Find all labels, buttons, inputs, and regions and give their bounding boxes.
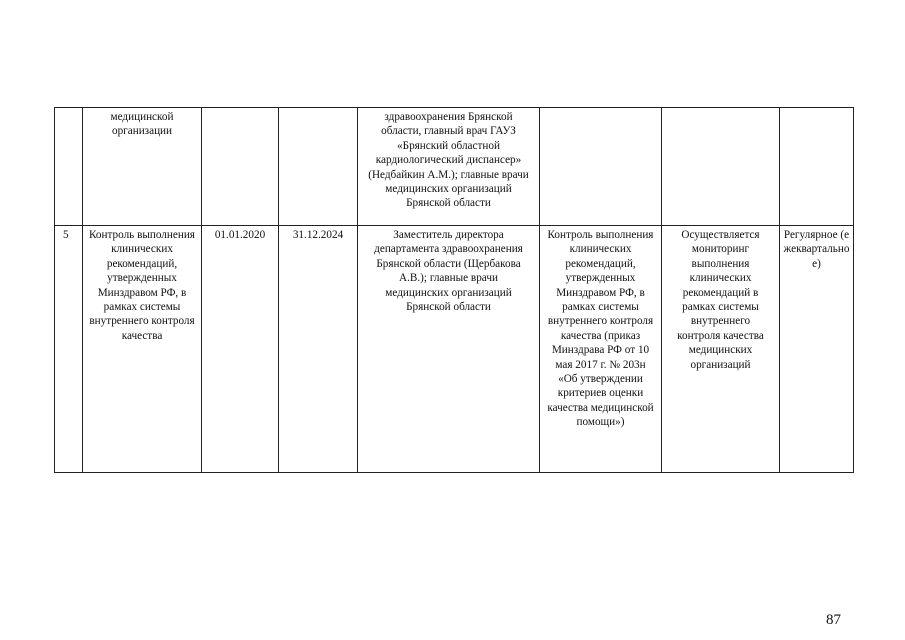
cell-indicator: Осуществляется мониторинг выполнения клинических рекомендаций в рамках системы внутреннего контроля качества медицинских организаций	[662, 226, 780, 473]
cell-end-date	[279, 108, 358, 226]
cell-number	[55, 108, 83, 226]
cell-start-date: 01.01.2020	[202, 226, 279, 473]
cell-responsible: здравоохранения Брянской области, главный врач ГАУЗ «Брянский областной кардиологический диспансер» (Недбайкин А.М.); главные врачи медицинских организаций Брянской области	[358, 108, 540, 226]
cell-event: медицинской организации	[83, 108, 202, 226]
cell-frequency	[780, 108, 854, 226]
cell-start-date	[202, 108, 279, 226]
cell-frequency: Регулярное (ежеквартальное)	[780, 226, 854, 473]
plan-table	[54, 107, 854, 473]
cell-result: Контроль выполнения клинических рекомендаций, утвержденных Минздравом РФ, в рамках системы внутреннего контроля качества (приказ Минздрава РФ от 10 мая 2017 г. № 203н «Об утверждении критериев оценки качества медицинской помощи»)	[540, 226, 662, 473]
cell-end-date: 31.12.2024	[279, 226, 358, 473]
cell-event: Контроль выполнения клинических рекомендаций, утвержденных Минздравом РФ, в рамках системы внутреннего контроля качества	[83, 226, 202, 473]
page-number: 87	[826, 612, 841, 628]
cell-indicator	[662, 108, 780, 226]
cell-responsible: Заместитель директора департамента здравоохранения Брянской области (Щербакова А.В.); главные врачи медицинских организаций Брянской области	[358, 226, 540, 473]
cell-result	[540, 108, 662, 226]
table-row	[55, 108, 854, 226]
table-row	[55, 226, 854, 473]
cell-number: 5	[55, 226, 83, 473]
